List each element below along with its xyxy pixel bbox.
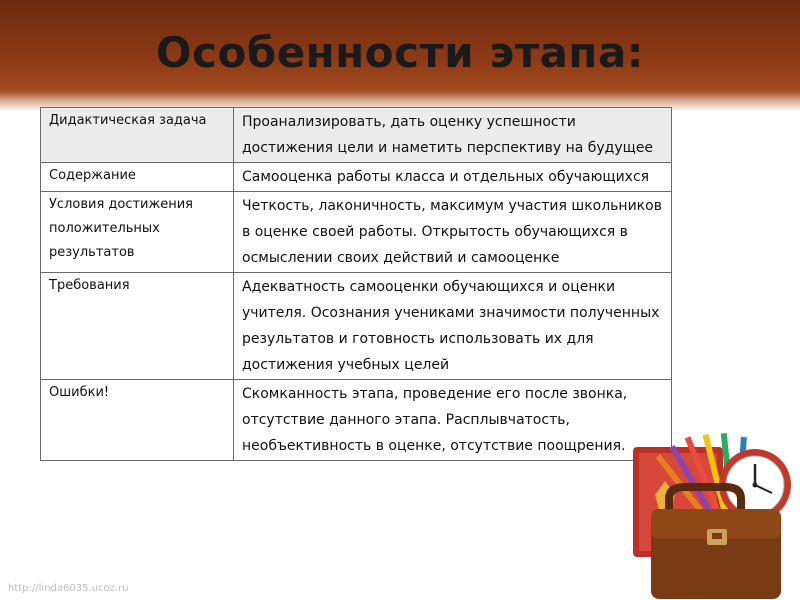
table-row bbox=[41, 163, 672, 192]
school-supplies-illustration bbox=[595, 425, 800, 600]
row-text: Адекватность самооценки обучающихся и оценки учителя. Осознания учениками значимости полученных результатов и готовность использовать их для достижения учебных целей bbox=[234, 273, 672, 380]
source-url: http://linda6035.ucoz.ru bbox=[8, 583, 129, 594]
row-label: Ошибки! bbox=[41, 380, 234, 461]
table-row bbox=[41, 380, 672, 461]
row-text: Скомканность этапа, проведение его после звонка, отсутствие данного этапа. Расплывчатость, необъективность в оценке, отсутствие поощрения. bbox=[234, 380, 672, 461]
table-row bbox=[41, 192, 672, 273]
table-row bbox=[41, 108, 672, 163]
page-title: Особенности этапа: bbox=[155, 28, 645, 77]
row-text: Самооценка работы класса и отдельных обучающихся bbox=[234, 163, 672, 192]
row-label: Дидактическая задача bbox=[41, 108, 234, 163]
row-label: Требования bbox=[41, 273, 234, 380]
row-label: Содержание bbox=[41, 163, 234, 192]
row-text: Проанализировать, дать оценку успешности достижения цели и наметить перспективу на будущее bbox=[234, 108, 672, 163]
row-text: Четкость, лаконичность, максимум участия школьников в оценке своей работы. Открытость обучающихся в осмыслении своих действий и самооценке bbox=[234, 192, 672, 273]
features-table bbox=[40, 107, 672, 461]
row-label: Условия достижения положительных результатов bbox=[41, 192, 234, 273]
table-row bbox=[41, 273, 672, 380]
